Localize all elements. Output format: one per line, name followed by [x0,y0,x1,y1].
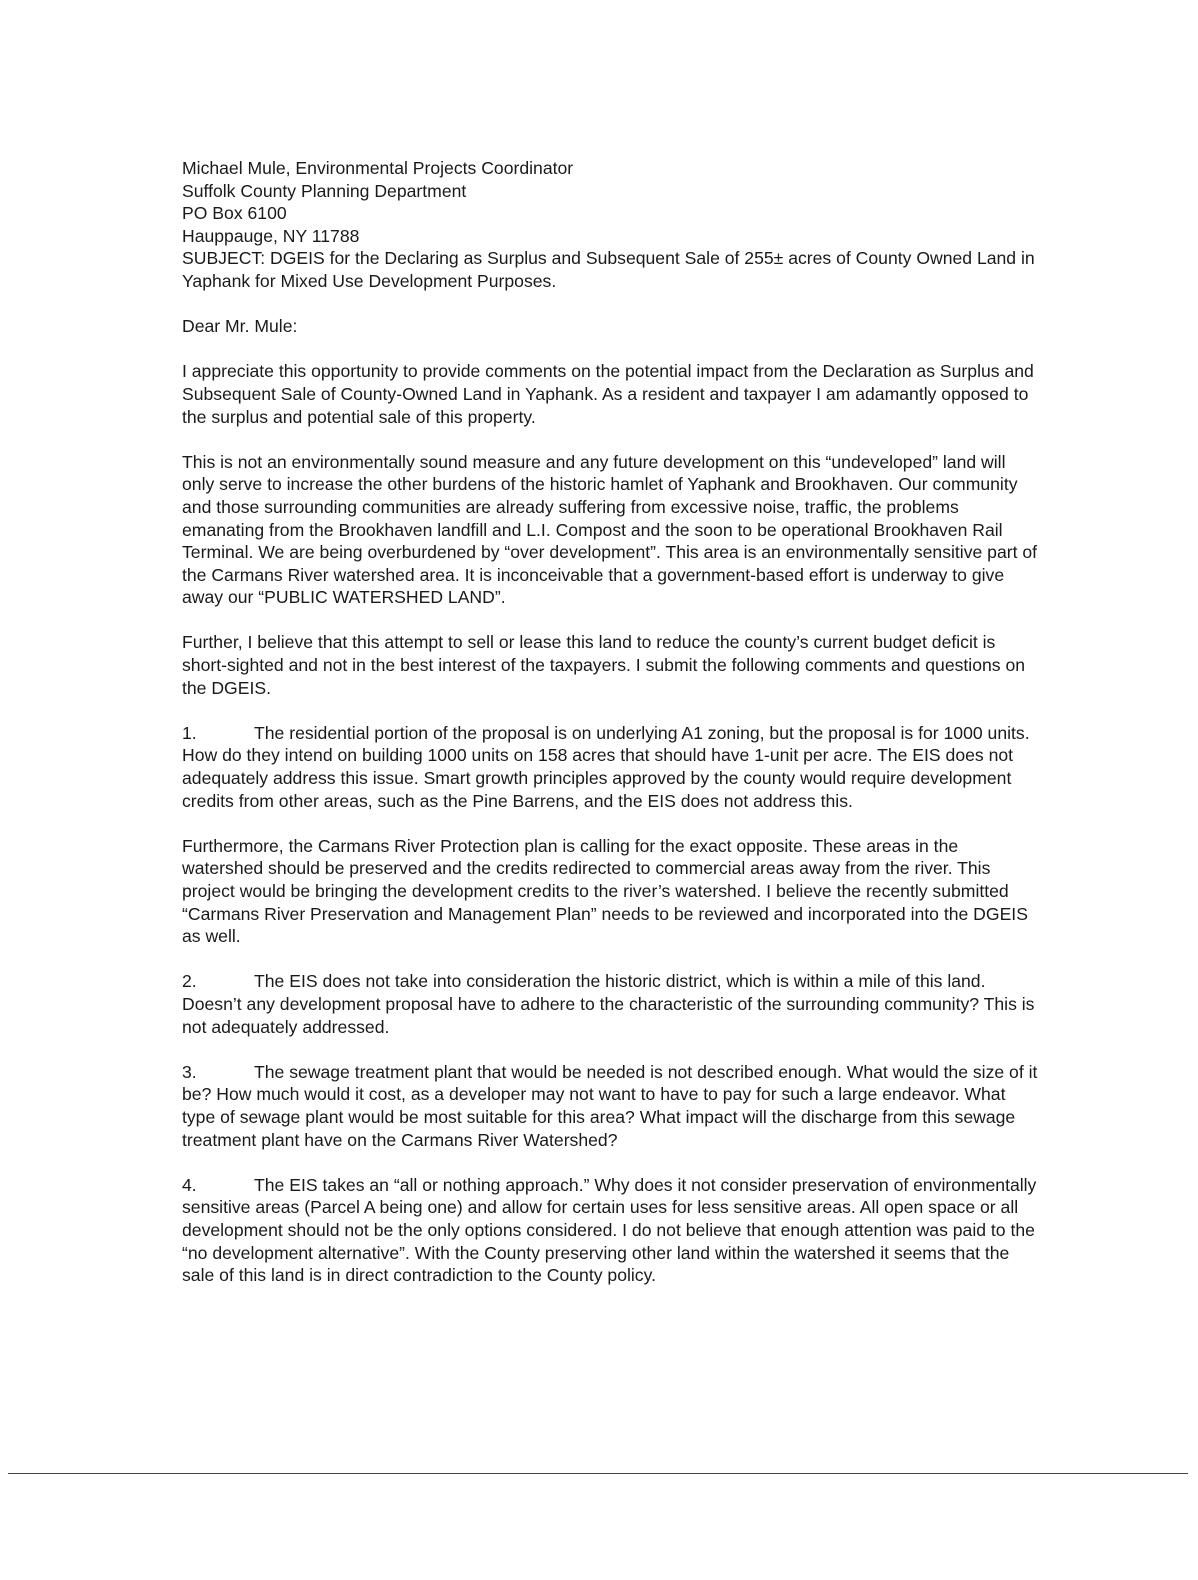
address-line-city: Hauppauge, NY 11788 [182,225,360,246]
paragraph-carmans-plan: Furthermore, the Carmans River Protection plan is calling for the exact opposite. These areas in the watershed should be preserved and the credits redirected to commercial areas away from the river. This project would be bringing the development credits to the river’s watershed. I believe the recently submitted “Carmans River Preservation and Management Plan” needs to be reviewed and incorporated into the DGEIS as well. [182,835,1028,947]
item-number: 4. [182,1174,197,1195]
address-line-department: Suffolk County Planning Department [182,180,467,201]
address-line-name: Michael Mule, Environmental Projects Coordinator [182,158,574,178]
item-number: 1. [182,722,197,743]
item-text: The residential portion of the proposal is on underlying A1 zoning, but the proposal is for 1000 units. How do they intend on building 1000 units on 158 acres that should have 1-unit per acre. The EIS does not adequately address this issue. Smart growth principles approved by the county would require development credits from other areas, such as the Pine Barrens, and the EIS does not address this. [182,722,1030,811]
item-text: The EIS does not take into consideration the historic district, which is within a mile of this land. Doesn’t any development proposal have to adhere to the characteristic of the surrounding community? This is not adequately addressed. [182,971,1035,1037]
paragraph-environment: This is not an environmentally sound measure and any future development on this “undeveloped” land will only serve to increase the other burdens of the historic hamlet of Yaphank and Brookhaven. Our community and those surrounding communities are already suffering from excessive noise, traffic, the problems emanating from the Brookhaven landfill and L.I. Compost and the soon to be operational Brookhaven Rail Terminal. We are being overburdened by “over development”. This area is an environmentally sensitive part of the Carmans River watershed area. It is inconceivable that a government-based effort is underway to give away our “PUBLIC WATERSHED LAND”. [182,451,1038,608]
item-number: 2. [182,971,197,992]
item-number: 3. [182,1061,197,1082]
letter-body [182,157,1042,1309]
paragraph-budget: Further, I believe that this attempt to sell or lease this land to reduce the county’s current budget deficit is short-sighted and not in the best interest of the taxpayers. I submit the following comments and questions on the DGEIS. [182,632,1026,698]
numbered-item-2 [182,970,1042,1038]
numbered-item-3 [182,1061,1042,1151]
item-text: The sewage treatment plant that would be needed is not described enough. What would the size of it be? How much would it cost, as a developer may not want to have to pay for such a large endeavor. What type of sewage plant would be most suitable for this area? What impact will the discharge from this sewage treatment plant have on the Carmans River Watershed? [182,1061,1038,1150]
address-line-pobox: PO Box 6100 [182,203,287,224]
recipient-address [182,157,1042,247]
salutation: Dear Mr. Mule: [182,316,298,337]
paragraph-intro: I appreciate this opportunity to provide comments on the potential impact from the Declaration as Surplus and Subsequent Sale of County-Owned Land in Yaphank. As a resident and taxpayer I am adamantly opposed to the surplus and potential sale of this property. [182,361,1034,427]
numbered-item-1 [182,722,1042,812]
item-text: The EIS takes an “all or nothing approach.” Why does it not consider preservation of environmentally sensitive areas (Parcel A being one) and allow for certain uses for less sensitive areas. All open space or all development should not be the only options considered. I do not believe that enough attention was paid to the “no development alternative”. With the County preserving other land within the watershed it seems that the sale of this land is in direct contradiction to the County policy. [182,1174,1037,1286]
subject-line: SUBJECT: DGEIS for the Declaring as Surplus and Subsequent Sale of 255± acres of County Owned Land in Yaphank for Mixed Use Development Purposes. [182,248,1035,291]
numbered-item-4 [182,1174,1042,1287]
footer-divider [8,1473,1188,1474]
